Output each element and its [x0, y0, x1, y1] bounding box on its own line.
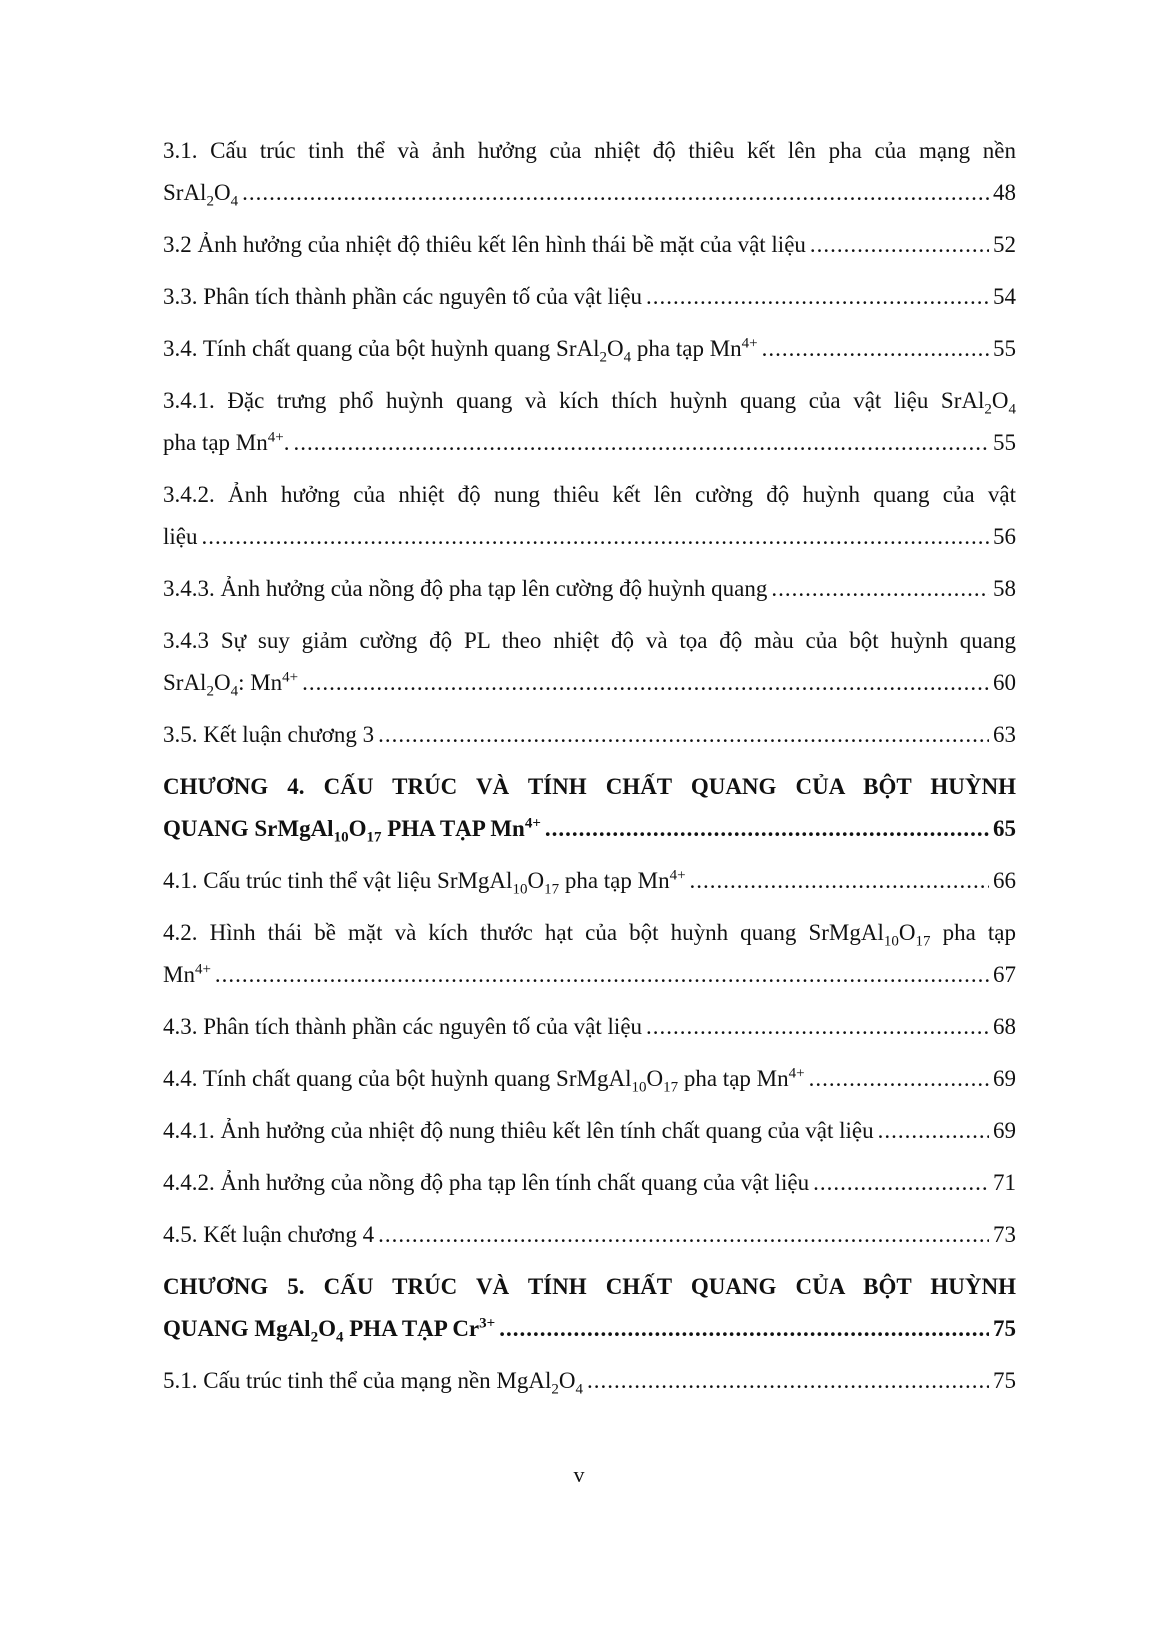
toc-entry-4-4[interactable] [163, 1058, 1016, 1100]
toc-entry-title: 4.4. Tính chất quang của bột huỳnh quang $SrMgAl_{10}O_{17}$ pha tạp $Mn^{4+}$ [163, 1065, 805, 1096]
toc-page-number: 69 [993, 1118, 1016, 1143]
page-number: v [573, 1462, 585, 1487]
toc-page-number: 65 [993, 816, 1016, 841]
dot-leader [293, 422, 989, 464]
toc-entry-title: 3.5. Kết luận chương 3 [163, 722, 375, 747]
toc-entry-4-3[interactable] [163, 1006, 1016, 1048]
toc-entry-4-5[interactable] [163, 1214, 1016, 1256]
dot-leader [771, 568, 989, 610]
toc-page-number: 60 [993, 670, 1016, 695]
toc-entry-title: 3.4. Tính chất quang của bột huỳnh quang $SrAl_2O_4$ pha tạp $Mn^{4+}$ [163, 335, 758, 366]
toc-entry-title: 5.1. Cấu trúc tinh thể của mạng nền $MgAl_2O_4$ [163, 1368, 583, 1398]
toc-entry-title: 4.4.1. Ảnh hưởng của nhiệt độ nung thiêu kết lên tính chất quang của vật liệu [163, 1118, 874, 1143]
dot-leader [813, 1162, 989, 1204]
toc-entry-title-cont: $Mn^{4+}$ [163, 961, 211, 987]
dot-leader [215, 954, 989, 996]
toc-entry-title: 4.1. Cấu trúc tinh thể vật liệu $SrMgAl_{10}O_{17}$ pha tạp $Mn^{4+}$ [163, 867, 686, 898]
toc-entry-4-4-1[interactable] [163, 1110, 1016, 1152]
toc-page-number: 73 [993, 1222, 1016, 1247]
toc-entry-title: 3.4.3 Sự suy giảm cường độ PL theo nhiệt độ và tọa độ màu của bột huỳnh quang [163, 628, 1016, 653]
toc-entry-4-4-2[interactable] [163, 1162, 1016, 1204]
toc-entry-title: 3.4.2. Ảnh hưởng của nhiệt độ nung thiêu kết lên cường độ huỳnh quang của vật [163, 482, 1016, 507]
toc-entry-title: 3.3. Phân tích thành phần các nguyên tố của vật liệu [163, 284, 643, 309]
toc-entry-title: 4.5. Kết luận chương 4 [163, 1222, 375, 1247]
toc-entry-title: 3.2 Ảnh hưởng của nhiệt độ thiêu kết lên hình thái bề mặt của vật liệu [163, 232, 806, 257]
dot-leader [545, 808, 989, 850]
toc-entry-title-cont: $SrAl_2O_4$: $Mn^{4+}$ [163, 669, 299, 700]
toc-entry-3-3[interactable] [163, 276, 1016, 318]
toc-entry-title-cont: liệu [163, 524, 198, 549]
toc-entry-title: 3.4.1. Đặc trưng phổ huỳnh quang và kích thích huỳnh quang của vật liệu $SrAl_2O_4$ [163, 388, 1016, 418]
dot-leader [646, 276, 989, 318]
dot-leader [499, 1308, 989, 1350]
toc-page-number: 69 [993, 1066, 1016, 1091]
dot-leader [690, 860, 989, 902]
dot-leader [878, 1110, 989, 1152]
toc-entry-title: 3.4.3. Ảnh hưởng của nồng độ pha tạp lên cường độ huỳnh quang [163, 576, 768, 601]
dot-leader [762, 328, 989, 370]
toc-entry-3-4[interactable] [163, 328, 1016, 370]
dot-leader [378, 1214, 989, 1256]
toc-entry-3-1[interactable] [163, 130, 1016, 214]
toc-page-number: 75 [993, 1368, 1016, 1393]
toc-entry-4-2[interactable] [163, 912, 1016, 996]
toc-entry-title-cont: pha tạp $Mn^{4+}$. [163, 429, 290, 455]
toc-chapter-title: CHƯƠNG 5. CẤU TRÚC VÀ TÍNH CHẤT QUANG CỦA BỘT HUỲNH [163, 1274, 1016, 1299]
dot-leader [242, 172, 989, 214]
dot-leader [809, 1058, 989, 1100]
dot-leader [646, 1006, 989, 1048]
toc-page-number: 67 [993, 962, 1016, 987]
toc-entry-title-cont: $SrAl_2O_4$ [163, 180, 239, 210]
toc-entry-title: 4.3. Phân tích thành phần các nguyên tố của vật liệu [163, 1014, 643, 1039]
toc-page-number: 52 [993, 232, 1016, 257]
toc-page-number: 75 [993, 1316, 1016, 1341]
toc-entry-5-1[interactable] [163, 1360, 1016, 1402]
dot-leader [302, 662, 989, 704]
toc-page-number: 68 [993, 1014, 1016, 1039]
dot-leader [587, 1360, 989, 1402]
table-of-contents [163, 130, 1016, 1412]
toc-chapter-4[interactable] [163, 766, 1016, 850]
toc-entry-3-4-2[interactable] [163, 474, 1016, 558]
toc-page-number: 55 [993, 430, 1016, 455]
toc-chapter-title: CHƯƠNG 4. CẤU TRÚC VÀ TÍNH CHẤT QUANG CỦA BỘT HUỲNH [163, 774, 1016, 799]
toc-entry-title: 3.1. Cấu trúc tinh thể và ảnh hưởng của nhiệt độ thiêu kết lên pha của mạng nền [163, 138, 1016, 163]
toc-chapter-5[interactable] [163, 1266, 1016, 1350]
toc-page-number: 54 [993, 284, 1016, 309]
toc-entry-3-4-3b[interactable] [163, 620, 1016, 704]
toc-page-number: 63 [993, 722, 1016, 747]
toc-page-number: 48 [993, 180, 1016, 205]
toc-page-number: 56 [993, 524, 1016, 549]
dot-leader [202, 516, 990, 558]
toc-page-number: 58 [993, 576, 1016, 601]
toc-entry-title: 4.2. Hình thái bề mặt và kích thước hạt của bột huỳnh quang $SrMgAl_{10}O_{17}$ pha tạp [163, 920, 1016, 950]
toc-chapter-title-cont: QUANG $SrMgAl_{10}O_{17}$ PHA TẠP $Mn^{4+}$ [163, 815, 541, 846]
toc-page-number: 66 [993, 868, 1016, 893]
toc-entry-3-5[interactable] [163, 714, 1016, 756]
toc-entry-3-4-1[interactable] [163, 380, 1016, 464]
toc-entry-3-2[interactable] [163, 224, 1016, 266]
toc-chapter-title-cont: QUANG $MgAl_2O_4$ PHA TẠP $Cr^{3+}$ [163, 1315, 496, 1346]
toc-page-number: 71 [993, 1170, 1016, 1195]
toc-page-number: 55 [993, 336, 1016, 361]
toc-entry-4-1[interactable] [163, 860, 1016, 902]
toc-entry-3-4-3[interactable] [163, 568, 1016, 610]
toc-entry-title: 4.4.2. Ảnh hưởng của nồng độ pha tạp lên tính chất quang của vật liệu [163, 1170, 810, 1195]
dot-leader [810, 224, 989, 266]
dot-leader [378, 714, 989, 756]
